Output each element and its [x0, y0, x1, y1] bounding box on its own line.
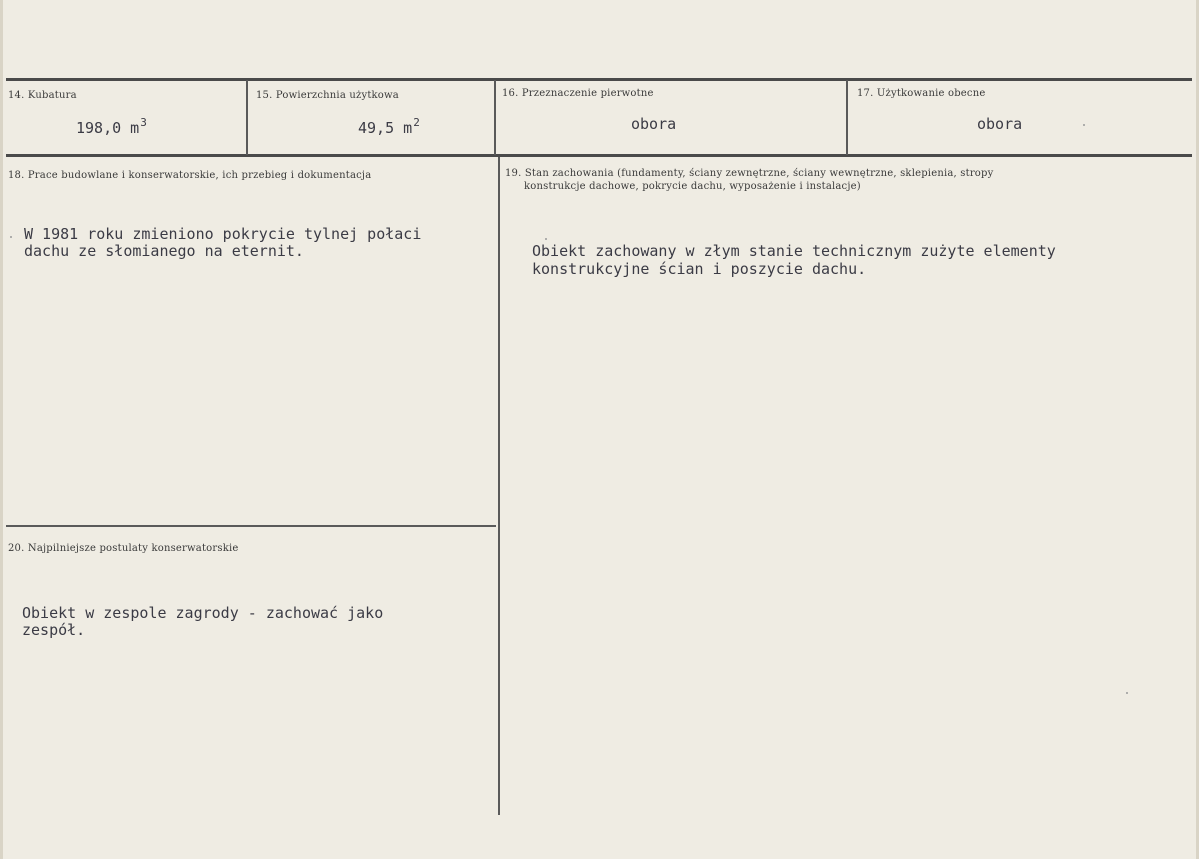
field-label: 14. Kubatura [8, 90, 77, 101]
field-text-line: konstrukcyjne ścian i poszycie dachu. [532, 260, 867, 278]
field-text-line: zespół. [22, 621, 86, 639]
field-label: 19. Stan zachowania (fundamenty, ściany zewnętrzne, ściany wewnętrzne, sklepienia, stropy [505, 168, 994, 179]
field-text-line: Obiekt w zespole zagrody - zachować jako [22, 604, 384, 622]
field-value: obora [977, 115, 1023, 133]
divider-16-17 [846, 80, 848, 155]
field-value: obora [631, 115, 677, 133]
field-text-line: dachu ze słomianego na eternit. [24, 242, 304, 260]
field-label-continued: konstrukcje dachowe, pokrycie dachu, wyposażenie i instalacje) [524, 181, 861, 192]
paper-speck [10, 236, 12, 238]
paper-speck [1083, 124, 1085, 126]
divider-15-16 [494, 80, 496, 155]
field-value [358, 114, 420, 137]
divider-14-15 [246, 80, 248, 155]
field-label: 15. Powierzchnia użytkowa [256, 90, 399, 101]
unit-superscript: 3 [140, 116, 147, 129]
middle-rule [6, 154, 1192, 157]
top-rule [6, 78, 1192, 81]
field-label: 16. Przeznaczenie pierwotne [502, 88, 654, 99]
paper-speck [1126, 692, 1128, 694]
field-text-line: Obiekt zachowany w złym stanie technicznym zużyte elementy [532, 242, 1056, 260]
lower-left-rule [6, 525, 496, 527]
field-label: 20. Najpilniejsze postulaty konserwatorskie [8, 543, 239, 554]
card-left-edge [0, 0, 3, 859]
field-label: 17. Użytkowanie obecne [857, 88, 986, 99]
unit-superscript: 2 [413, 116, 420, 129]
value-text: 49,5 m [358, 119, 413, 137]
divider-left-right [498, 157, 500, 815]
field-text-line: W 1981 roku zmieniono pokrycie tylnej połaci [24, 225, 422, 243]
paper-speck [545, 238, 547, 240]
value-text: 198,0 m [76, 119, 140, 137]
field-label: 18. Prace budowlane i konserwatorskie, ich przebieg i dokumentacja [8, 170, 372, 181]
field-value [76, 114, 147, 137]
